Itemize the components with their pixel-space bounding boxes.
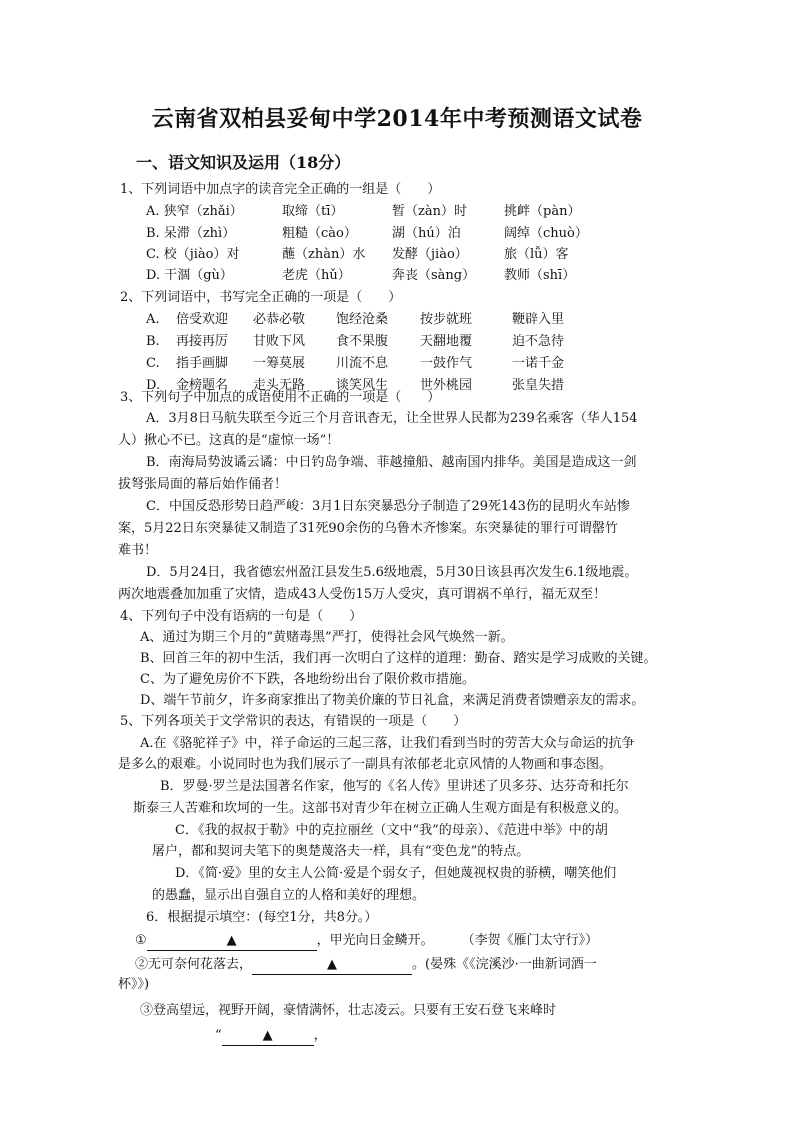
q2-a-3: 饱经沧桑 xyxy=(336,312,389,327)
triangle-marker-icon: ▲ xyxy=(327,957,338,972)
q2-d-2: 走头无路 xyxy=(253,378,306,393)
q6-item-2-prefix: ②无可奈何花落去， xyxy=(135,957,253,972)
question-5-stem: 5、下列各项关于文学常识的表达，有错误的一项是（ ） xyxy=(120,714,467,729)
q6-blank-1[interactable] xyxy=(147,932,317,951)
q6-item-1-source: （李贺《雁门太守行》） xyxy=(461,933,599,948)
q2-a-5: 鞭辟入里 xyxy=(512,312,565,327)
q1-d-2: 老虎（hǔ） xyxy=(282,268,351,283)
q1-b-4: 阔绰（chuò） xyxy=(504,226,588,241)
question-2-stem: 2、下列词语中，书写完全正确的一项是（ ） xyxy=(120,290,402,305)
q3-c-line1: C．中国反恐形势日趋严峻：3月1日东突暴恐分子制造了29死143伤的昆明火车站惨 xyxy=(146,499,630,514)
q6-item-1-text: ，甲光向日金鳞开。 xyxy=(316,933,434,948)
q1-c-1: C. 校（jiào）对 xyxy=(146,247,240,262)
exam-title: 云南省双柏县妥甸中学2014年中考预测语文试卷 xyxy=(151,106,643,132)
q1-c-3: 发酵（jiào） xyxy=(392,247,468,262)
q4-a: A、通过为期三个月的“黄赌毒黑”严打，使得社会风气焕然一新。 xyxy=(140,630,514,645)
q6-item-2-text: 。(晏殊《《浣溪沙·一曲新词酒一 xyxy=(412,957,597,972)
q1-b-1: B. 呆滞（zhì） xyxy=(146,226,236,241)
q3-d-line2: 两次地震叠加加重了灾情，造成43人受伤15万人受灾，真可谓祸不单行，福无双至！ xyxy=(118,587,607,602)
q5-b-line2: 斯泰三人苦难和坎坷的一生。这部书对青少年在树立正确人生观方面是有积极意义的。 xyxy=(133,801,628,816)
q6-item-1-prefix: ① xyxy=(135,933,147,948)
q3-a-line2: 人）揪心不已。这真的是“虚惊一场”！ xyxy=(118,433,340,448)
triangle-marker-icon: ▲ xyxy=(262,1028,273,1043)
q6-item-2-cont: 杯》》) xyxy=(118,977,150,992)
q2-c-4: 一鼓作气 xyxy=(420,356,473,371)
q5-d-line1: D．《简·爱》里的女主人公简·爱是个弱女子，但她蔑视权贵的骄横，嘲笑他们 xyxy=(175,866,617,881)
q1-d-4: 教师（shī） xyxy=(504,268,576,283)
q3-d-line1: D．5月24日，我省德宏州盈江县发生5.6级地震，5月30日该县再次发生6.1级地震。 xyxy=(146,565,638,580)
q2-b-label: B. xyxy=(146,334,160,349)
question-4-stem: 4、下列句子中没有语病的一句是（ ） xyxy=(120,609,363,624)
q3-c-line3: 难书！ xyxy=(118,543,158,558)
q3-a-line1: A．3月8日马航失联至今近三个月音讯杳无，让全世界人民都为239名乘客（华人154 xyxy=(146,411,638,426)
q2-c-2: 一筹莫展 xyxy=(253,356,306,371)
q4-d: D、端午节前夕，许多商家推出了物美价廉的节日礼盒，来满足消费者馈赠亲友的需求。 xyxy=(140,693,645,708)
q5-c-line2: 屠户，都和契诃夫笔下的奥楚蔑洛夫一样，具有“变色龙”的特点。 xyxy=(152,844,530,859)
q1-a-1: A. 狭窄（zhǎi） xyxy=(146,204,243,219)
q5-c-line1: C．《我的叔叔于勒》中的克拉丽丝（文中“我”的母亲）、《范进中举》中的胡 xyxy=(175,823,608,838)
q1-b-2: 粗糙（cào） xyxy=(282,226,357,241)
q3-c-line2: 案，5月22日东突暴徒又制造了31死90余伤的乌鲁木齐惨案。东突暴徒的罪行可谓罄竹 xyxy=(118,521,618,536)
q6-item-3-line2 xyxy=(215,1027,327,1046)
q2-c-3: 川流不息 xyxy=(336,356,389,371)
q2-d-label: D. xyxy=(146,378,161,393)
q1-d-1: D. 干涸（gù） xyxy=(146,268,233,283)
q3-b-line1: B．南海局势波谲云谲：中日钓岛争端、菲越撞船、越南国内排华。美国是造成这一剑 xyxy=(146,455,637,470)
q1-d-3: 奔丧（sàng） xyxy=(392,268,476,283)
question-1-stem: 1、下列词语中加点字的读音完全正确的一组是（ ） xyxy=(120,182,441,197)
q2-a-2: 必恭必敬 xyxy=(253,312,306,327)
q2-c-1: 指手画脚 xyxy=(176,356,229,371)
q4-c: C、为了避免房价不下跌，各地纷纷出台了限价救市措施。 xyxy=(140,672,475,687)
q2-a-4: 按步就班 xyxy=(420,312,473,327)
question-6-stem: 6．根据提示填空：(每空1分，共8分。） xyxy=(146,910,378,925)
q2-a-label: A. xyxy=(146,312,160,327)
q6-item-1 xyxy=(135,932,598,951)
section-heading: 一、语文知识及运用（18分） xyxy=(136,153,351,172)
q5-d-line2: 的愚蠢，显示出自强自立的人格和美好的理想。 xyxy=(152,888,426,903)
q2-d-3: 谈笑风生 xyxy=(336,378,389,393)
q4-b: B、回首三年的初中生活，我们再一次明白了这样的道理：勤奋、踏实是学习成败的关键。 xyxy=(140,651,657,666)
q5-a-line2: 是多么的艰难。小说同时也为我们展示了一副具有浓郁老北京风情的人物画和事态图。 xyxy=(118,757,613,772)
q1-c-2: 蘸（zhàn）水 xyxy=(282,247,366,262)
q2-b-5: 迫不急待 xyxy=(512,334,565,349)
q3-b-line2: 拔弩张局面的幕后始作俑者！ xyxy=(118,477,288,492)
q2-c-label: C. xyxy=(146,356,160,371)
q6-item-3-suffix: ， xyxy=(313,1028,327,1043)
q6-blank-2[interactable] xyxy=(252,956,412,975)
q1-a-2: 取缔（tī） xyxy=(282,204,344,219)
q2-c-5: 一诺千金 xyxy=(512,356,565,371)
q2-d-5: 张皇失措 xyxy=(512,378,565,393)
q2-d-4: 世外桃园 xyxy=(420,378,473,393)
q6-blank-3[interactable] xyxy=(222,1027,314,1046)
q5-a-line1: A.在《骆驼祥子》中，祥子命运的三起三落，让我们看到当时的劳苦大众与命运的抗争 xyxy=(140,736,635,751)
q2-b-4: 天翻地覆 xyxy=(420,334,473,349)
q1-a-4: 挑衅（pàn） xyxy=(504,204,581,219)
q2-b-3: 食不果腹 xyxy=(336,334,389,349)
q6-item-3-prefix: “ xyxy=(215,1028,222,1043)
triangle-marker-icon: ▲ xyxy=(226,933,237,948)
q2-d-1: 金榜题名 xyxy=(176,378,229,393)
q2-b-1: 再接再厉 xyxy=(176,334,229,349)
q1-c-4: 旅（lǚ）客 xyxy=(504,247,569,262)
q5-b-line1: B．罗曼·罗兰是法国著名作家，他写的《名人传》里讲述了贝多芬、达芬奇和托尔 xyxy=(160,779,629,794)
q2-b-2: 甘败下风 xyxy=(253,334,306,349)
q6-item-3-line1: ③登高望远，视野开阔，豪情满怀，壮志凌云。只要有王安石登飞来峰时 xyxy=(140,1003,557,1018)
q6-item-2 xyxy=(135,956,597,975)
question-3-stem: 3、下列句子中加点的成语使用不正确的一项是（ ） xyxy=(120,390,441,405)
q1-b-3: 湖（hú）泊 xyxy=(392,226,461,241)
q1-a-3: 暂（zàn）时 xyxy=(392,204,467,219)
q2-a-1: 倍受欢迎 xyxy=(176,312,229,327)
